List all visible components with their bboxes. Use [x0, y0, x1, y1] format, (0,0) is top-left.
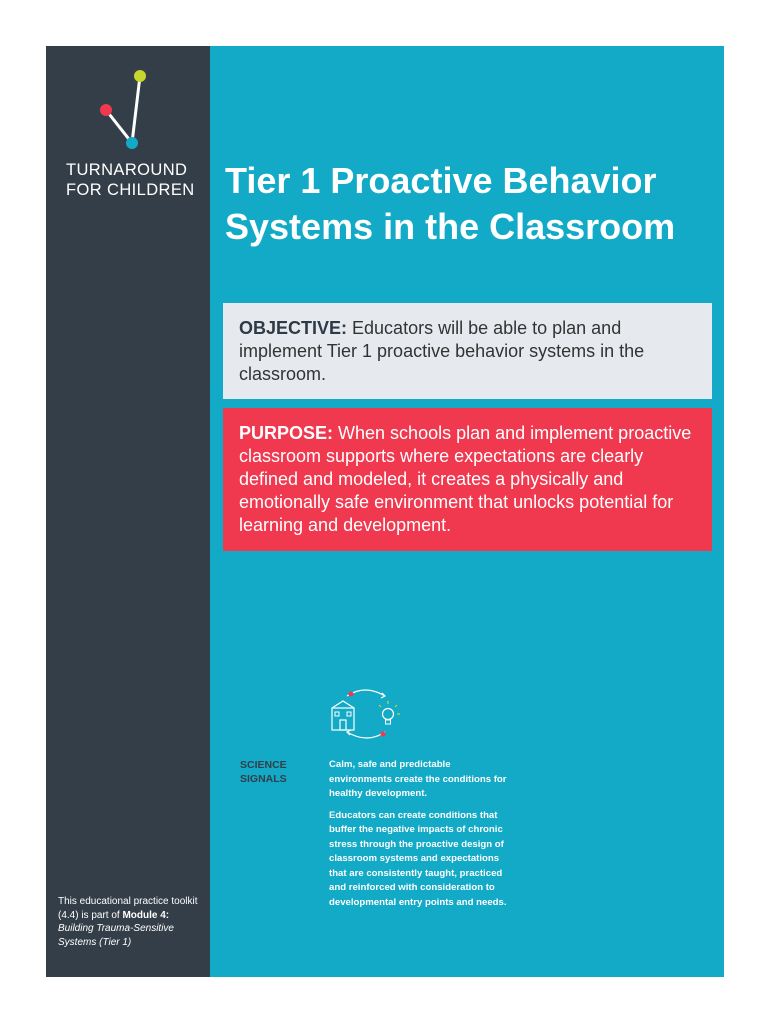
objective-label: OBJECTIVE:	[239, 318, 348, 338]
constellation-logo-icon	[96, 68, 156, 154]
science-paragraph-1: Calm, safe and predictable environments create the conditions for healthy development.	[329, 759, 507, 799]
title-line-2: Systems in the Classroom	[225, 206, 676, 247]
brand-wordmark	[66, 160, 195, 200]
page-title	[225, 158, 715, 250]
purpose-box	[223, 408, 712, 551]
purpose-text: When schools plan and implement proactive classroom supports where expectations are clearly defined and modeled, it creates a physically and emotionally safe environment that unlocks potential for learning and development.	[239, 423, 692, 535]
objective-text: Educators will be able to plan and implement Tier 1 proactive behavior systems in the classroom.	[239, 318, 645, 384]
footnote-text: This educational practice toolkit (4.4) is part of	[58, 896, 198, 921]
science-paragraph-2: Educators can create conditions that buffer the negative impacts of chronic stress through the proactive design of classroom systems and expectations that are consistently taught, practiced and reinforced with consideration to developmental entry points and needs.	[329, 809, 507, 908]
brand-line-2: FOR CHILDREN	[66, 181, 195, 199]
school-lightbulb-cycle-icon	[327, 686, 403, 742]
science-signals-text	[329, 758, 511, 917]
footnote	[58, 895, 203, 949]
footnote-module-label: Module 4:	[122, 909, 170, 921]
document-page	[46, 46, 724, 977]
footnote-module-title: Building Trauma-Sensitive Systems (Tier 1)	[58, 923, 174, 948]
title-line-1: Tier 1 Proactive Behavior	[225, 160, 657, 201]
main-panel	[210, 46, 724, 977]
science-label-line-2: SIGNALS	[240, 773, 287, 785]
objective-box	[223, 303, 712, 399]
sidebar	[46, 46, 210, 977]
science-signals-label	[240, 758, 287, 786]
purpose-label: PURPOSE:	[239, 423, 334, 443]
science-label-line-1: SCIENCE	[240, 759, 287, 771]
brand-line-1: TURNAROUND	[66, 161, 188, 179]
